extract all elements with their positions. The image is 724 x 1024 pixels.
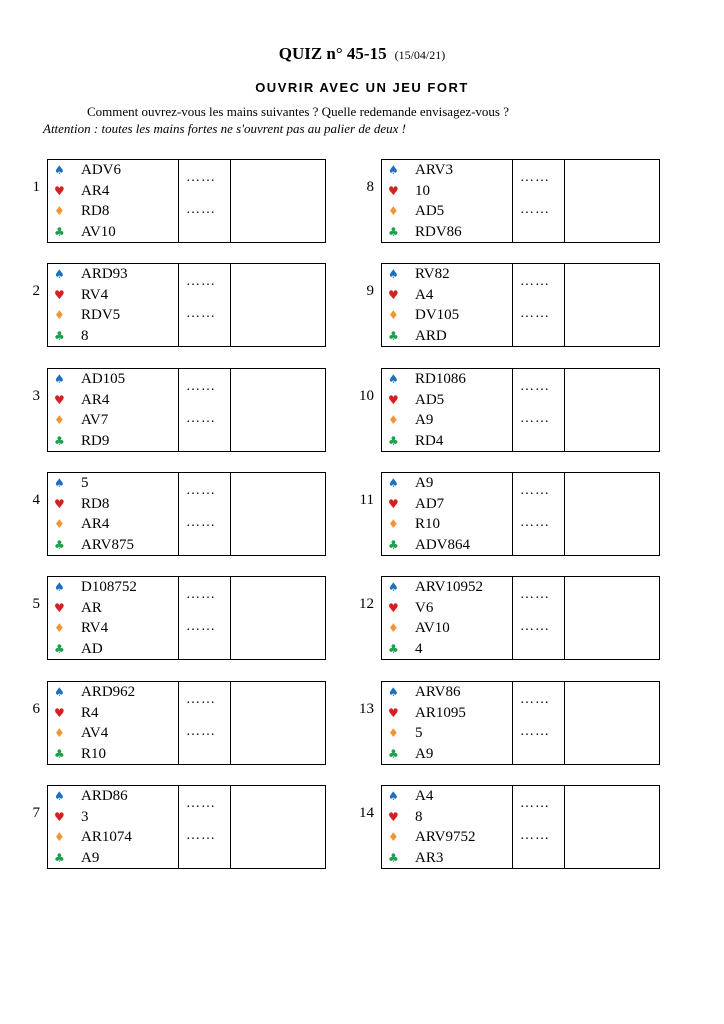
diamond-cards: DV105	[415, 307, 460, 323]
club-icon: ♣	[54, 328, 65, 343]
answer-dots: ……	[186, 411, 216, 426]
deal-box	[47, 263, 326, 347]
deal-box	[381, 576, 660, 660]
answer-dots: ……	[520, 692, 550, 707]
heart-icon: ♥	[388, 705, 399, 720]
heart-cards: RD8	[81, 495, 110, 512]
spade-icon: ♠	[54, 267, 65, 281]
club-icon: ♣	[388, 850, 399, 865]
diamond-line	[382, 201, 512, 222]
spade-cards: ADV6	[81, 162, 121, 178]
diamond-icon: ♦	[54, 413, 65, 427]
deal-box	[381, 159, 660, 243]
notes-column	[231, 682, 325, 764]
answer-dots: ……	[520, 170, 550, 185]
hand-column	[382, 682, 513, 764]
spade-cards: ARV3	[415, 162, 453, 178]
heart-line	[48, 181, 178, 202]
answer-dots: ……	[186, 724, 216, 739]
heart-cards: AR	[81, 599, 102, 616]
notes-column	[565, 264, 659, 346]
deal-number: 2	[32, 283, 40, 299]
club-cards: RD9	[81, 432, 110, 449]
club-cards: 4	[415, 640, 423, 657]
answer-column	[178, 473, 231, 555]
deal-number: 4	[32, 492, 40, 508]
heart-icon: ♥	[54, 705, 65, 720]
spade-cards: D108752	[81, 579, 137, 595]
heart-cards: V6	[415, 599, 434, 616]
answer-dots: ……	[520, 587, 550, 602]
club-line	[382, 326, 512, 347]
answer-column	[178, 682, 231, 764]
answer-column	[512, 577, 565, 659]
answer-dots: ……	[186, 828, 216, 843]
deal-number: 9	[366, 283, 374, 299]
answer-dots: ……	[520, 274, 550, 289]
diamond-icon: ♦	[388, 726, 399, 740]
diamond-cards: 5	[415, 725, 423, 741]
heart-icon: ♥	[54, 600, 65, 615]
heart-line	[382, 494, 512, 515]
answer-column	[512, 369, 565, 451]
deal-10	[350, 368, 696, 452]
deal-11	[350, 472, 696, 556]
answer-dots: ……	[186, 692, 216, 707]
heart-line	[382, 807, 512, 828]
club-icon: ♣	[388, 746, 399, 761]
answer-dots: ……	[186, 483, 216, 498]
heart-cards: 3	[81, 808, 89, 825]
club-cards: ARD	[415, 327, 447, 344]
club-cards: AR3	[415, 849, 444, 866]
diamond-icon: ♦	[54, 517, 65, 531]
spade-cards: ARD962	[81, 684, 136, 700]
spade-line	[48, 682, 178, 703]
answer-dots: ……	[186, 587, 216, 602]
answer-column	[512, 786, 565, 868]
spade-line	[382, 786, 512, 807]
spade-icon: ♠	[388, 789, 399, 803]
diamond-cards: AV7	[81, 412, 109, 428]
deal-number: 13	[359, 701, 374, 717]
spade-icon: ♠	[388, 476, 399, 490]
club-icon: ♣	[54, 537, 65, 552]
heart-icon: ♥	[54, 183, 65, 198]
spade-cards: A9	[415, 475, 434, 491]
heart-cards: R4	[81, 704, 99, 721]
spade-cards: ARV86	[415, 684, 461, 700]
deal-2	[16, 263, 362, 347]
spade-icon: ♠	[388, 163, 399, 177]
spade-line	[48, 577, 178, 598]
deal-14	[350, 785, 696, 869]
diamond-cards: AR1074	[81, 829, 132, 845]
quiz-date: (15/04/21)	[394, 48, 446, 62]
diamond-line	[48, 827, 178, 848]
heart-icon: ♥	[54, 809, 65, 824]
answer-column	[178, 264, 231, 346]
hand-column	[48, 160, 179, 242]
deal-box	[381, 785, 660, 869]
deal-box	[381, 263, 660, 347]
deal-number: 7	[32, 805, 40, 821]
deal-box	[47, 472, 326, 556]
diamond-icon: ♦	[54, 308, 65, 322]
diamond-cards: A9	[415, 412, 434, 428]
deal-box	[381, 681, 660, 765]
answer-dots: ……	[520, 828, 550, 843]
heart-icon: ♥	[388, 496, 399, 511]
heart-cards: AR1095	[415, 704, 466, 721]
club-cards: A9	[81, 849, 100, 866]
diamond-icon: ♦	[54, 621, 65, 635]
spade-cards: 5	[81, 475, 89, 491]
notes-column	[565, 786, 659, 868]
deal-8	[350, 159, 696, 243]
club-icon: ♣	[54, 433, 65, 448]
heart-line	[382, 703, 512, 724]
club-cards: RDV86	[415, 223, 462, 240]
club-cards: ARV875	[81, 536, 134, 553]
spade-line	[48, 369, 178, 390]
deal-box	[47, 785, 326, 869]
diamond-cards: AD5	[415, 203, 445, 219]
deal-13	[350, 681, 696, 765]
club-cards: ADV864	[415, 536, 470, 553]
diamond-line	[48, 201, 178, 222]
quiz-title	[0, 44, 724, 64]
notes-column	[565, 160, 659, 242]
answer-column	[178, 786, 231, 868]
spade-line	[382, 682, 512, 703]
quiz-attention-note: Attention : toutes les mains fortes ne s'ouvrent pas au palier de deux !	[43, 121, 406, 136]
club-line	[48, 326, 178, 347]
answer-dots: ……	[520, 411, 550, 426]
diamond-icon: ♦	[388, 621, 399, 635]
deal-number: 1	[32, 179, 40, 195]
deal-1	[16, 159, 362, 243]
diamond-line	[48, 514, 178, 535]
deal-number: 6	[32, 701, 40, 717]
spade-line	[382, 264, 512, 285]
quiz-title-main: QUIZ n° 45-15	[278, 44, 387, 63]
diamond-icon: ♦	[54, 204, 65, 218]
answer-dots: ……	[520, 515, 550, 530]
heart-icon: ♥	[388, 600, 399, 615]
club-icon: ♣	[388, 433, 399, 448]
answer-column	[178, 577, 231, 659]
quiz-question: Comment ouvrez-vous les mains suivantes ? Quelle redemande envisagez-vous ?	[87, 104, 510, 119]
club-line	[382, 535, 512, 556]
deal-number: 11	[359, 492, 374, 508]
deal-number: 3	[32, 388, 40, 404]
club-line	[382, 222, 512, 243]
notes-column	[231, 160, 325, 242]
hand-column	[382, 369, 513, 451]
club-icon: ♣	[388, 224, 399, 239]
notes-column	[565, 369, 659, 451]
diamond-line	[382, 827, 512, 848]
spade-line	[48, 160, 178, 181]
club-line	[48, 222, 178, 243]
club-icon: ♣	[54, 224, 65, 239]
spade-cards: ARD93	[81, 266, 128, 282]
deal-number: 10	[359, 388, 374, 404]
diamond-line	[48, 410, 178, 431]
club-line	[48, 744, 178, 765]
diamond-cards: AV4	[81, 725, 109, 741]
club-cards: R10	[81, 745, 107, 762]
answer-dots: ……	[520, 796, 550, 811]
answer-dots: ……	[186, 515, 216, 530]
deal-box	[381, 472, 660, 556]
deal-number: 12	[359, 596, 374, 612]
heart-line	[382, 285, 512, 306]
notes-column	[231, 786, 325, 868]
spade-icon: ♠	[54, 580, 65, 594]
diamond-icon: ♦	[388, 517, 399, 531]
answer-column	[512, 160, 565, 242]
deal-5	[16, 576, 362, 660]
deal-number: 5	[32, 596, 40, 612]
heart-cards: AD5	[415, 391, 445, 408]
heart-icon: ♥	[388, 392, 399, 407]
club-cards: A9	[415, 745, 434, 762]
diamond-line	[48, 723, 178, 744]
spade-icon: ♠	[54, 476, 65, 490]
club-cards: 8	[81, 327, 89, 344]
deal-3	[16, 368, 362, 452]
spade-icon: ♠	[388, 685, 399, 699]
hand-column	[48, 786, 179, 868]
diamond-cards: AV10	[415, 620, 450, 636]
heart-icon: ♥	[388, 183, 399, 198]
diamond-line	[48, 305, 178, 326]
answer-dots: ……	[186, 379, 216, 394]
hand-column	[48, 577, 179, 659]
deal-box	[381, 368, 660, 452]
answer-dots: ……	[186, 170, 216, 185]
spade-cards: RV82	[415, 266, 450, 282]
hand-column	[382, 160, 513, 242]
diamond-line	[382, 514, 512, 535]
deal-6	[16, 681, 362, 765]
hand-column	[48, 369, 179, 451]
club-line	[48, 639, 178, 660]
diamond-cards: RV4	[81, 620, 109, 636]
club-line	[382, 848, 512, 869]
spade-cards: RD1086	[415, 371, 466, 387]
diamond-line	[382, 723, 512, 744]
club-line	[48, 535, 178, 556]
heart-line	[48, 807, 178, 828]
deal-9	[350, 263, 696, 347]
heart-line	[382, 598, 512, 619]
notes-column	[231, 264, 325, 346]
answer-column	[512, 473, 565, 555]
answer-dots: ……	[186, 619, 216, 634]
answer-column	[178, 160, 231, 242]
diamond-icon: ♦	[388, 204, 399, 218]
deal-number: 8	[366, 179, 374, 195]
heart-line	[48, 703, 178, 724]
diamond-cards: RD8	[81, 203, 110, 219]
heart-icon: ♥	[54, 287, 65, 302]
answer-dots: ……	[186, 796, 216, 811]
heart-line	[382, 390, 512, 411]
spade-cards: AD105	[81, 371, 126, 387]
heart-line	[48, 390, 178, 411]
spade-cards: ARV10952	[415, 579, 483, 595]
diamond-icon: ♦	[388, 413, 399, 427]
spade-icon: ♠	[388, 267, 399, 281]
diamond-cards: ARV9752	[415, 829, 476, 845]
notes-column	[231, 473, 325, 555]
club-icon: ♣	[54, 746, 65, 761]
club-icon: ♣	[388, 328, 399, 343]
spade-line	[48, 786, 178, 807]
heart-icon: ♥	[54, 496, 65, 511]
heart-line	[48, 285, 178, 306]
answer-dots: ……	[520, 379, 550, 394]
spade-icon: ♠	[54, 372, 65, 386]
spade-line	[382, 369, 512, 390]
hand-column	[382, 264, 513, 346]
heart-cards: RV4	[81, 286, 109, 303]
spade-icon: ♠	[54, 789, 65, 803]
notes-column	[231, 577, 325, 659]
diamond-icon: ♦	[388, 308, 399, 322]
spade-cards: A4	[415, 788, 434, 804]
club-icon: ♣	[388, 641, 399, 656]
heart-icon: ♥	[388, 287, 399, 302]
answer-column	[512, 682, 565, 764]
deal-box	[47, 576, 326, 660]
notes-column	[565, 682, 659, 764]
spade-line	[48, 264, 178, 285]
answer-dots: ……	[186, 274, 216, 289]
heart-line	[48, 494, 178, 515]
club-line	[382, 639, 512, 660]
answer-dots: ……	[520, 306, 550, 321]
diamond-line	[382, 305, 512, 326]
notes-column	[565, 473, 659, 555]
club-line	[382, 744, 512, 765]
heart-cards: 8	[415, 808, 423, 825]
hand-column	[48, 264, 179, 346]
answer-dots: ……	[520, 202, 550, 217]
answer-dots: ……	[520, 483, 550, 498]
answer-dots: ……	[186, 202, 216, 217]
hand-column	[48, 682, 179, 764]
heart-cards: AD7	[415, 495, 445, 512]
diamond-icon: ♦	[54, 830, 65, 844]
diamond-cards: AR4	[81, 516, 110, 532]
club-cards: AD	[81, 640, 103, 657]
spade-line	[382, 473, 512, 494]
quiz-subtitle: OUVRIR AVEC UN JEU FORT	[255, 80, 469, 95]
spade-line	[382, 160, 512, 181]
deal-box	[47, 681, 326, 765]
heart-line	[48, 598, 178, 619]
heart-cards: AR4	[81, 391, 110, 408]
spade-cards: ARD86	[81, 788, 128, 804]
heart-cards: AR4	[81, 182, 110, 199]
diamond-cards: R10	[415, 516, 441, 532]
club-line	[382, 431, 512, 452]
deal-12	[350, 576, 696, 660]
hand-column	[382, 786, 513, 868]
spade-icon: ♠	[388, 580, 399, 594]
answer-dots: ……	[186, 306, 216, 321]
club-line	[48, 848, 178, 869]
hand-column	[382, 473, 513, 555]
diamond-icon: ♦	[54, 726, 65, 740]
heart-cards: A4	[415, 286, 434, 303]
diamond-icon: ♦	[388, 830, 399, 844]
hand-column	[382, 577, 513, 659]
club-icon: ♣	[54, 850, 65, 865]
club-cards: AV10	[81, 223, 116, 240]
spade-line	[48, 473, 178, 494]
club-line	[48, 431, 178, 452]
answer-dots: ……	[520, 619, 550, 634]
spade-line	[382, 577, 512, 598]
spade-icon: ♠	[54, 163, 65, 177]
spade-icon: ♠	[54, 685, 65, 699]
club-icon: ♣	[388, 537, 399, 552]
deal-box	[47, 368, 326, 452]
deal-box	[47, 159, 326, 243]
diamond-line	[382, 410, 512, 431]
answer-column	[178, 369, 231, 451]
deal-7	[16, 785, 362, 869]
spade-icon: ♠	[388, 372, 399, 386]
club-cards: RD4	[415, 432, 444, 449]
hand-column	[48, 473, 179, 555]
notes-column	[231, 369, 325, 451]
diamond-line	[48, 618, 178, 639]
diamond-cards: RDV5	[81, 307, 121, 323]
deal-4	[16, 472, 362, 556]
notes-column	[565, 577, 659, 659]
deal-number: 14	[359, 805, 374, 821]
diamond-line	[382, 618, 512, 639]
heart-cards: 10	[415, 182, 430, 199]
answer-column	[512, 264, 565, 346]
heart-icon: ♥	[54, 392, 65, 407]
club-icon: ♣	[54, 641, 65, 656]
heart-icon: ♥	[388, 809, 399, 824]
answer-dots: ……	[520, 724, 550, 739]
heart-line	[382, 181, 512, 202]
